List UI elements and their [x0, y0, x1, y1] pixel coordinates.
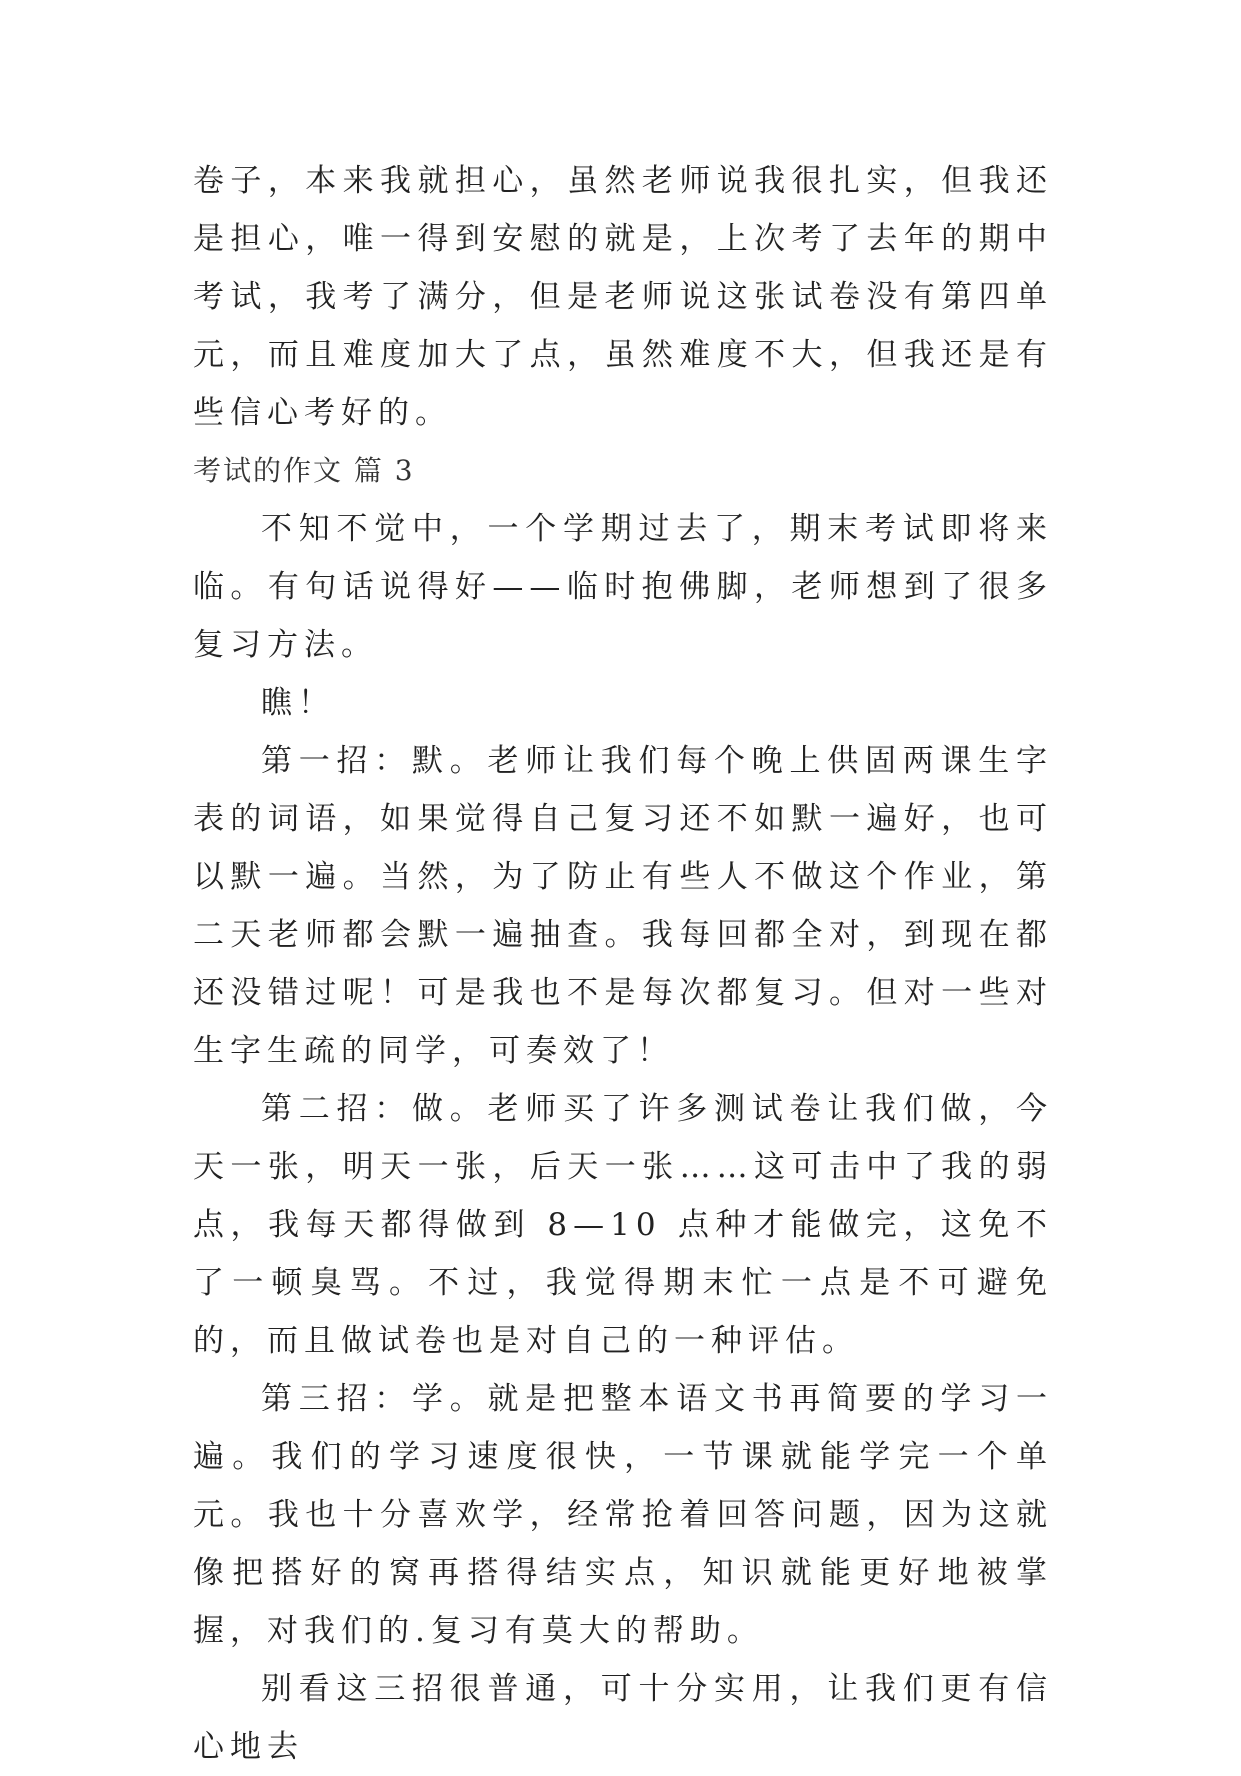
paragraph-method-three: 第三招：学。就是把整本语文书再简要的学习一遍。我们的学习速度很快，一节课就能学完一个单元。我也十分喜欢学，经常抢着回答问题，因为这就像把搭好的窝再搭得结实点，知识就能更好地被掌握，对我们的.复习有莫大的帮助。: [193, 1381, 1053, 1649]
document-body: [193, 152, 1053, 1776]
paragraph-continued: 卷子，本来我就担心，虽然老师说我很扎实，但我还是担心，唯一得到安慰的就是，上次考了去年的期中考试，我考了满分，但是老师说这张试卷没有第四单元，而且难度加大了点，虽然难度不大，但我还是有些信心考好的。: [193, 163, 1053, 431]
paragraph-method-two: 第二招：做。老师买了许多测试卷让我们做，今天一张，明天一张，后天一张……这可击中了我的弱点，我每天都得做到 8—10 点种才能做完，这免不了一顿臭骂。不过，我觉得期末忙一点是不可避免的，而且做试卷也是对自己的一种评估。: [193, 1091, 1053, 1359]
paragraph-method-one: 第一招：默。老师让我们每个晚上供固两课生字表的词语，如果觉得自己复习还不如默一遍好，也可以默一遍。当然，为了防止有些人不做这个作业，第二天老师都会默一遍抽查。我每回都全对，到现在都还没错过呢！可是我也不是每次都复习。但对一些对生字生疏的同学，可奏效了！: [193, 743, 1053, 1069]
paragraph-conclusion: 别看这三招很普通，可十分实用，让我们更有信心地去: [193, 1671, 1053, 1765]
paragraph-look: 瞧！: [261, 685, 335, 721]
section-heading: 考试的作文 篇 3: [193, 454, 415, 487]
paragraph-intro: 不知不觉中，一个学期过去了，期末考试即将来临。有句话说得好——临时抱佛脚，老师想到了很多复习方法。: [193, 511, 1053, 663]
